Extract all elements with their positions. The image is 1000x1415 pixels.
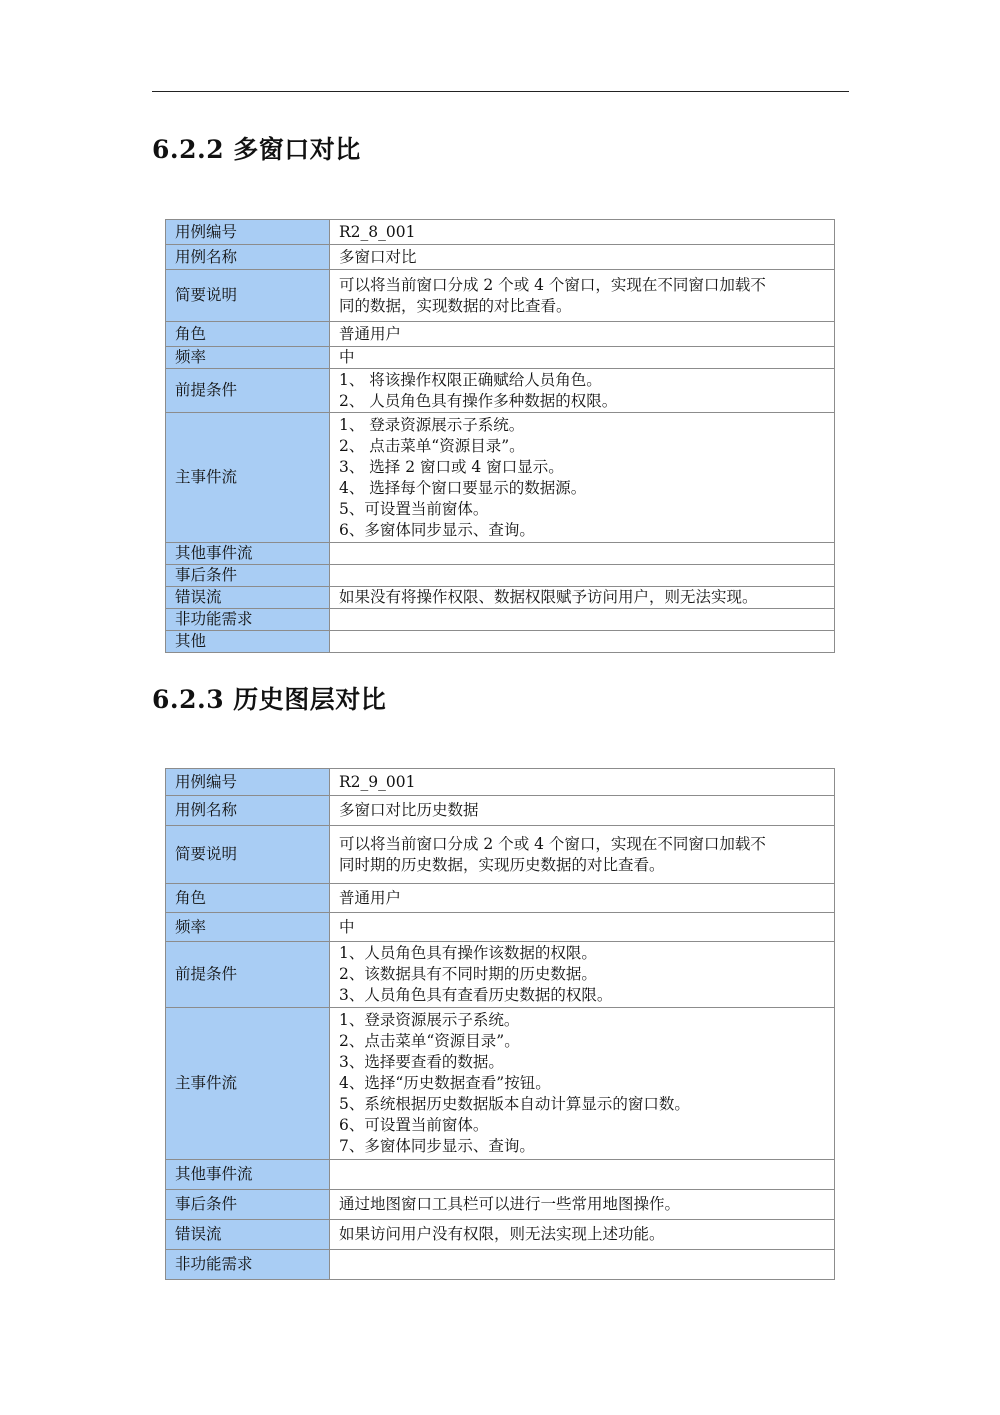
row-value-line: 1、人员角色具有操作该数据的权限。 — [339, 944, 597, 962]
row-value — [330, 322, 835, 347]
table-row — [166, 220, 835, 245]
usecase-table-multi-window — [165, 219, 835, 653]
row-label: 其他 — [166, 631, 330, 653]
row-value — [330, 631, 835, 653]
row-value-line: 可以将当前窗口分成 2 个或 4 个窗口，实现在不同窗口加载不 — [339, 275, 766, 294]
row-value-line: 普通用户 — [339, 324, 402, 343]
row-value-line: R2_9_001 — [339, 772, 416, 791]
row-label: 前提条件 — [166, 369, 330, 413]
row-value-line: 2、 点击菜单“资源目录”。 — [339, 436, 525, 455]
row-value-line: 3、选择要查看的数据。 — [339, 1053, 504, 1071]
table-row — [166, 1160, 835, 1190]
table-row — [166, 796, 835, 826]
row-value — [330, 1190, 835, 1220]
row-label: 前提条件 — [166, 942, 330, 1008]
row-value — [330, 1008, 835, 1160]
row-value — [330, 913, 835, 942]
row-value — [330, 884, 835, 913]
row-value-line: 4、选择“历史数据查看”按钮。 — [339, 1074, 551, 1092]
usecase-table-history-layer — [165, 768, 835, 1280]
row-value — [330, 543, 835, 565]
row-label: 其他事件流 — [166, 543, 330, 565]
table-row — [166, 769, 835, 796]
row-value — [330, 565, 835, 587]
row-label: 用例编号 — [166, 769, 330, 796]
row-value-line: 可以将当前窗口分成 2 个或 4 个窗口，实现在不同窗口加载不 — [339, 834, 766, 853]
row-value — [330, 347, 835, 369]
row-label: 用例名称 — [166, 245, 330, 270]
row-value-line: 多窗口对比 — [339, 247, 417, 266]
row-value — [330, 1250, 835, 1280]
row-value — [330, 369, 835, 413]
row-value-line: 中 — [339, 348, 355, 366]
row-value-line: 5、可设置当前窗体。 — [339, 499, 489, 518]
row-value-line: 2、 人员角色具有操作多种数据的权限。 — [339, 391, 618, 410]
section-title-multi-window: 6.2.2 多窗口对比 — [152, 135, 361, 164]
table-row — [166, 413, 835, 543]
row-value-line: 同时期的历史数据，实现历史数据的对比查看。 — [339, 855, 665, 874]
row-value — [330, 609, 835, 631]
row-label: 角色 — [166, 322, 330, 347]
row-value-line: 6、多窗体同步显示、查询。 — [339, 520, 535, 539]
row-value-line: 通过地图窗口工具栏可以进行一些常用地图操作。 — [339, 1195, 681, 1213]
table-row — [166, 631, 835, 653]
row-label: 事后条件 — [166, 565, 330, 587]
row-value-line: 1、 登录资源展示子系统。 — [339, 415, 525, 434]
row-value — [330, 413, 835, 543]
row-value-line: 1、登录资源展示子系统。 — [339, 1011, 520, 1029]
row-label: 非功能需求 — [166, 609, 330, 631]
table-row — [166, 270, 835, 322]
row-value — [330, 769, 835, 796]
table-row — [166, 1220, 835, 1250]
row-value-line: 3、 选择 2 窗口或 4 窗口显示。 — [339, 457, 564, 476]
row-label: 角色 — [166, 884, 330, 913]
row-value-line: R2_8_001 — [339, 222, 416, 241]
table-row — [166, 322, 835, 347]
row-label: 其他事件流 — [166, 1160, 330, 1190]
table-row — [166, 826, 835, 884]
row-value — [330, 220, 835, 245]
row-value — [330, 826, 835, 884]
table-row — [166, 245, 835, 270]
row-value — [330, 1160, 835, 1190]
row-label: 用例名称 — [166, 796, 330, 826]
row-value-line: 6、可设置当前窗体。 — [339, 1116, 489, 1134]
row-value-line: 中 — [339, 917, 355, 936]
table-row — [166, 884, 835, 913]
row-label: 用例编号 — [166, 220, 330, 245]
table-row — [166, 543, 835, 565]
row-label: 简要说明 — [166, 826, 330, 884]
row-value-line: 4、 选择每个窗口要显示的数据源。 — [339, 478, 587, 497]
header-rule — [152, 91, 849, 92]
row-label: 频率 — [166, 913, 330, 942]
table-row — [166, 1008, 835, 1160]
row-value-line: 普通用户 — [339, 888, 402, 907]
row-value-line: 同的数据，实现数据的对比查看。 — [339, 296, 572, 315]
row-label: 简要说明 — [166, 270, 330, 322]
row-label: 事后条件 — [166, 1190, 330, 1220]
table-row — [166, 1190, 835, 1220]
section-title-history-layer: 6.2.3 历史图层对比 — [152, 685, 387, 714]
table-row — [166, 609, 835, 631]
row-value — [330, 1220, 835, 1250]
table-row — [166, 565, 835, 587]
row-value-line: 2、该数据具有不同时期的历史数据。 — [339, 965, 597, 983]
row-value-line: 如果访问用户没有权限，则无法实现上述功能。 — [339, 1225, 665, 1243]
table-row — [166, 347, 835, 369]
row-value-line: 3、人员角色具有查看历史数据的权限。 — [339, 986, 613, 1004]
row-value-line: 5、系统根据历史数据版本自动计算显示的窗口数。 — [339, 1095, 690, 1113]
row-label: 主事件流 — [166, 1008, 330, 1160]
row-label: 非功能需求 — [166, 1250, 330, 1280]
table-row — [166, 369, 835, 413]
table-row — [166, 587, 835, 609]
row-value — [330, 245, 835, 270]
row-label: 错误流 — [166, 1220, 330, 1250]
row-value-line: 7、多窗体同步显示、查询。 — [339, 1137, 535, 1155]
row-value — [330, 587, 835, 609]
row-value-line: 2、点击菜单“资源目录”。 — [339, 1032, 520, 1050]
row-value — [330, 796, 835, 826]
table-row — [166, 1250, 835, 1280]
table-row — [166, 913, 835, 942]
table-row — [166, 942, 835, 1008]
row-value-line: 1、 将该操作权限正确赋给人员角色。 — [339, 370, 602, 389]
row-value-line: 如果没有将操作权限、数据权限赋予访问用户，则无法实现。 — [339, 588, 758, 606]
row-value — [330, 942, 835, 1008]
row-label: 错误流 — [166, 587, 330, 609]
row-value — [330, 270, 835, 322]
row-value-line: 多窗口对比历史数据 — [339, 801, 479, 819]
row-label: 主事件流 — [166, 413, 330, 543]
row-label: 频率 — [166, 347, 330, 369]
